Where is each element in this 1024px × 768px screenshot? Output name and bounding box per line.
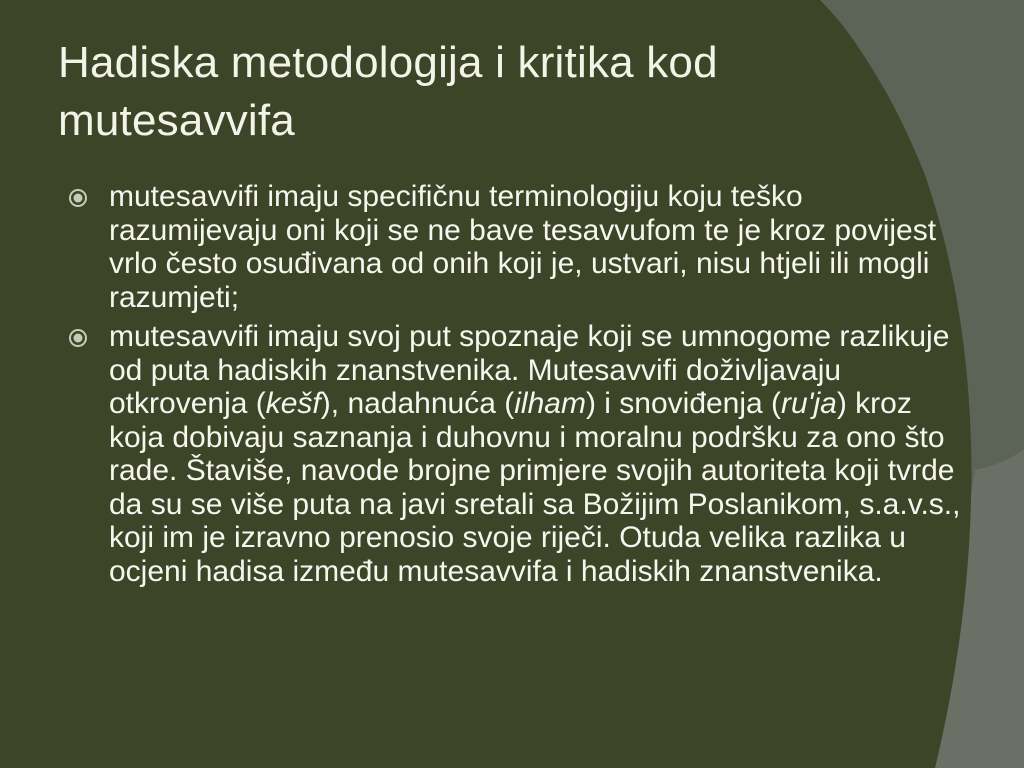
italic-term: ilham bbox=[514, 387, 586, 420]
text-run: ), nadahnuća ( bbox=[320, 387, 515, 420]
slide-title: Hadiska metodologija i kritika kod mutesavvifa bbox=[58, 38, 718, 145]
text-run: ) kroz koja dobivaju saznanja i duhovnu i moralnu podršku za ono što rade. Štaviše, navode brojne primjere svojih autoriteta koji tvrde da su se više puta na javi sretali sa Božijim Poslanikom, s.a.v.s., koji im je izravno prenosio svoje riječi. Otuda velika razlika u ocjeni hadisa između mutesavvifa i hadiskih znanstvenika. bbox=[109, 387, 961, 588]
italic-term: ru'ja bbox=[781, 387, 837, 420]
text-run: mutesavvifi imaju specifičnu terminologiju koju teško razumijevaju oni koji se ne bave tesavvufom te je kroz povijest vrlo često osuđivana od onih koji je, ustvari, nisu htjeli ili mogli razumjeti; bbox=[109, 180, 937, 314]
bullet-list bbox=[68, 180, 968, 594]
bullet-item bbox=[68, 320, 968, 588]
bullet-item bbox=[68, 180, 968, 314]
bullet-text bbox=[109, 180, 936, 314]
text-run: mutesavvifi imaju svoj put spoznaje koji se umnogome razlikuje od puta hadiskih znanstvenika. Mutesavvifi doživljavaju otkrovenja ( bbox=[109, 320, 950, 420]
circle-dot-bullet-icon bbox=[68, 188, 88, 208]
italic-term: kešf bbox=[265, 387, 321, 420]
bullet-text bbox=[109, 320, 960, 588]
circle-dot-bullet-icon bbox=[68, 328, 88, 348]
text-run: ) i snoviđenja ( bbox=[585, 387, 782, 420]
